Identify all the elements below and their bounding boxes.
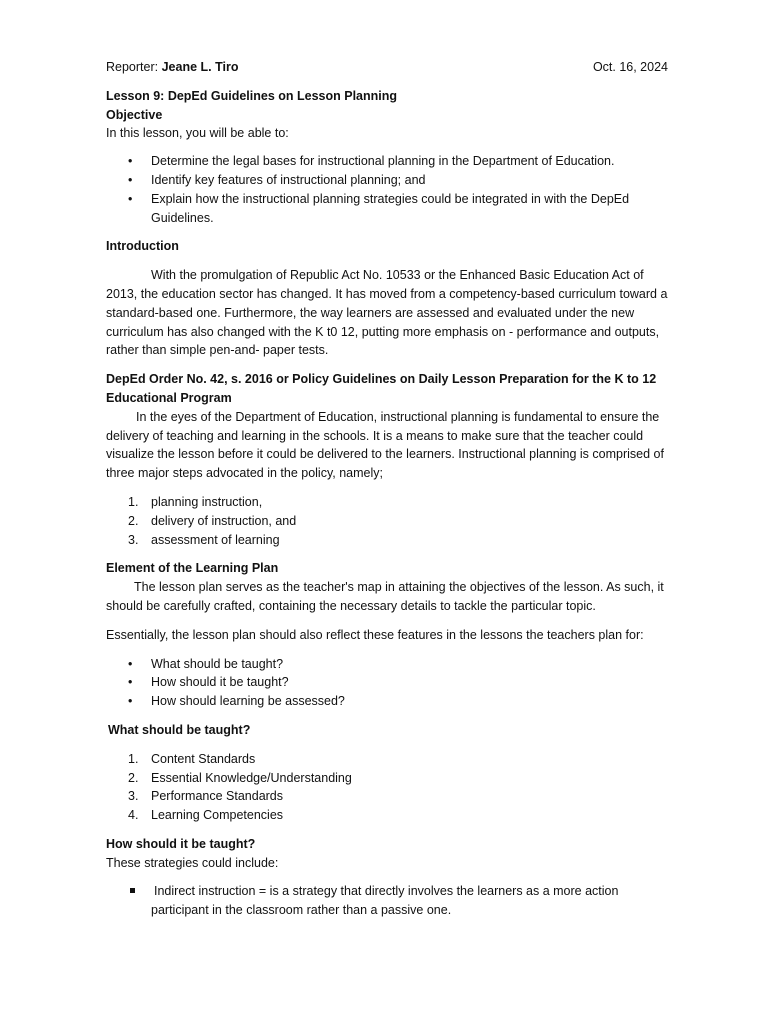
strategies-list	[106, 882, 668, 920]
how-taught-heading: How should it be taught?	[106, 836, 256, 851]
deped-order-heading: DepEd Order No. 42, s. 2016 or Policy Guidelines on Daily Lesson Preparation for the K to 12 Educational Program	[106, 372, 657, 405]
list-item: 3. Performance Standards	[128, 789, 284, 804]
list-item: 1. Content Standards	[128, 751, 256, 766]
how-taught-intro: These strategies could include:	[106, 855, 279, 870]
deped-order-text: In the eyes of the Department of Education, instructional planning is fundamental to ensure the delivery of teaching and learning in the schools. It is a means to make sure that the teacher could visualize the lesson before it could be delivered to the learners. Instructional planning is comprised of three major steps advocated in the policy, namely;	[106, 409, 664, 481]
what-taught-list	[106, 750, 668, 825]
objective-heading: Objective	[106, 107, 163, 122]
list-item: • Identify key features of instructional planning; and	[106, 171, 668, 190]
list-item: Indirect instruction = is a strategy that directly involves the learners as a more action participant in the classroom rather than a passive one.	[106, 882, 668, 920]
objective-list	[106, 152, 668, 227]
document-header	[106, 58, 668, 77]
steps-list	[106, 493, 668, 549]
introduction-heading: Introduction	[106, 239, 179, 254]
introduction-text: With the promulgation of Republic Act No. 10533 or the Enhanced Basic Education Act of 2013, the education sector has changed. It has moved from a competency-based curriculum toward a standard-based one. Furthermore, the way learners are assessed and evaluated under the new curriculum has also changed with the K t0 12, putting more emphasis on - performance and outputs, rather than simple pen-and- paper tests.	[106, 268, 668, 358]
reporter-name: Jeane L. Tiro	[161, 60, 239, 74]
list-item: 2. delivery of instruction, and	[128, 513, 297, 528]
reporter	[106, 58, 238, 77]
what-taught-heading: What should be taught?	[108, 722, 251, 737]
reporter-label: Reporter:	[106, 60, 159, 74]
list-item: 3. assessment of learning	[128, 532, 280, 547]
list-item: • How should it be taught?	[106, 673, 668, 692]
list-item: • Determine the legal bases for instructional planning in the Department of Education.	[106, 152, 668, 171]
list-item: 2. Essential Knowledge/Understanding	[128, 770, 352, 785]
learning-plan-features-intro: Essentially, the lesson plan should also reflect these features in the lessons the teachers plan for:	[106, 627, 644, 642]
list-item: 1. planning instruction,	[128, 494, 263, 509]
lesson-title: Lesson 9: DepEd Guidelines on Lesson Planning	[106, 88, 398, 103]
learning-plan-heading: Element of the Learning Plan	[106, 561, 279, 576]
objective-intro: In this lesson, you will be able to:	[106, 126, 289, 141]
document-page	[106, 58, 668, 920]
list-item: • What should be taught?	[106, 655, 668, 674]
list-item: 4. Learning Competencies	[128, 808, 284, 823]
list-item: • How should learning be assessed?	[106, 692, 668, 711]
report-date: Oct. 16, 2024	[592, 60, 668, 74]
learning-plan-text: The lesson plan serves as the teacher's map in attaining the objectives of the lesson. As such, it should be carefully crafted, containing the necessary details to tackle the particular topic.	[106, 580, 664, 613]
list-item: • Explain how the instructional planning strategies could be integrated in with the DepEd Guidelines.	[106, 190, 668, 228]
features-list	[106, 655, 668, 711]
